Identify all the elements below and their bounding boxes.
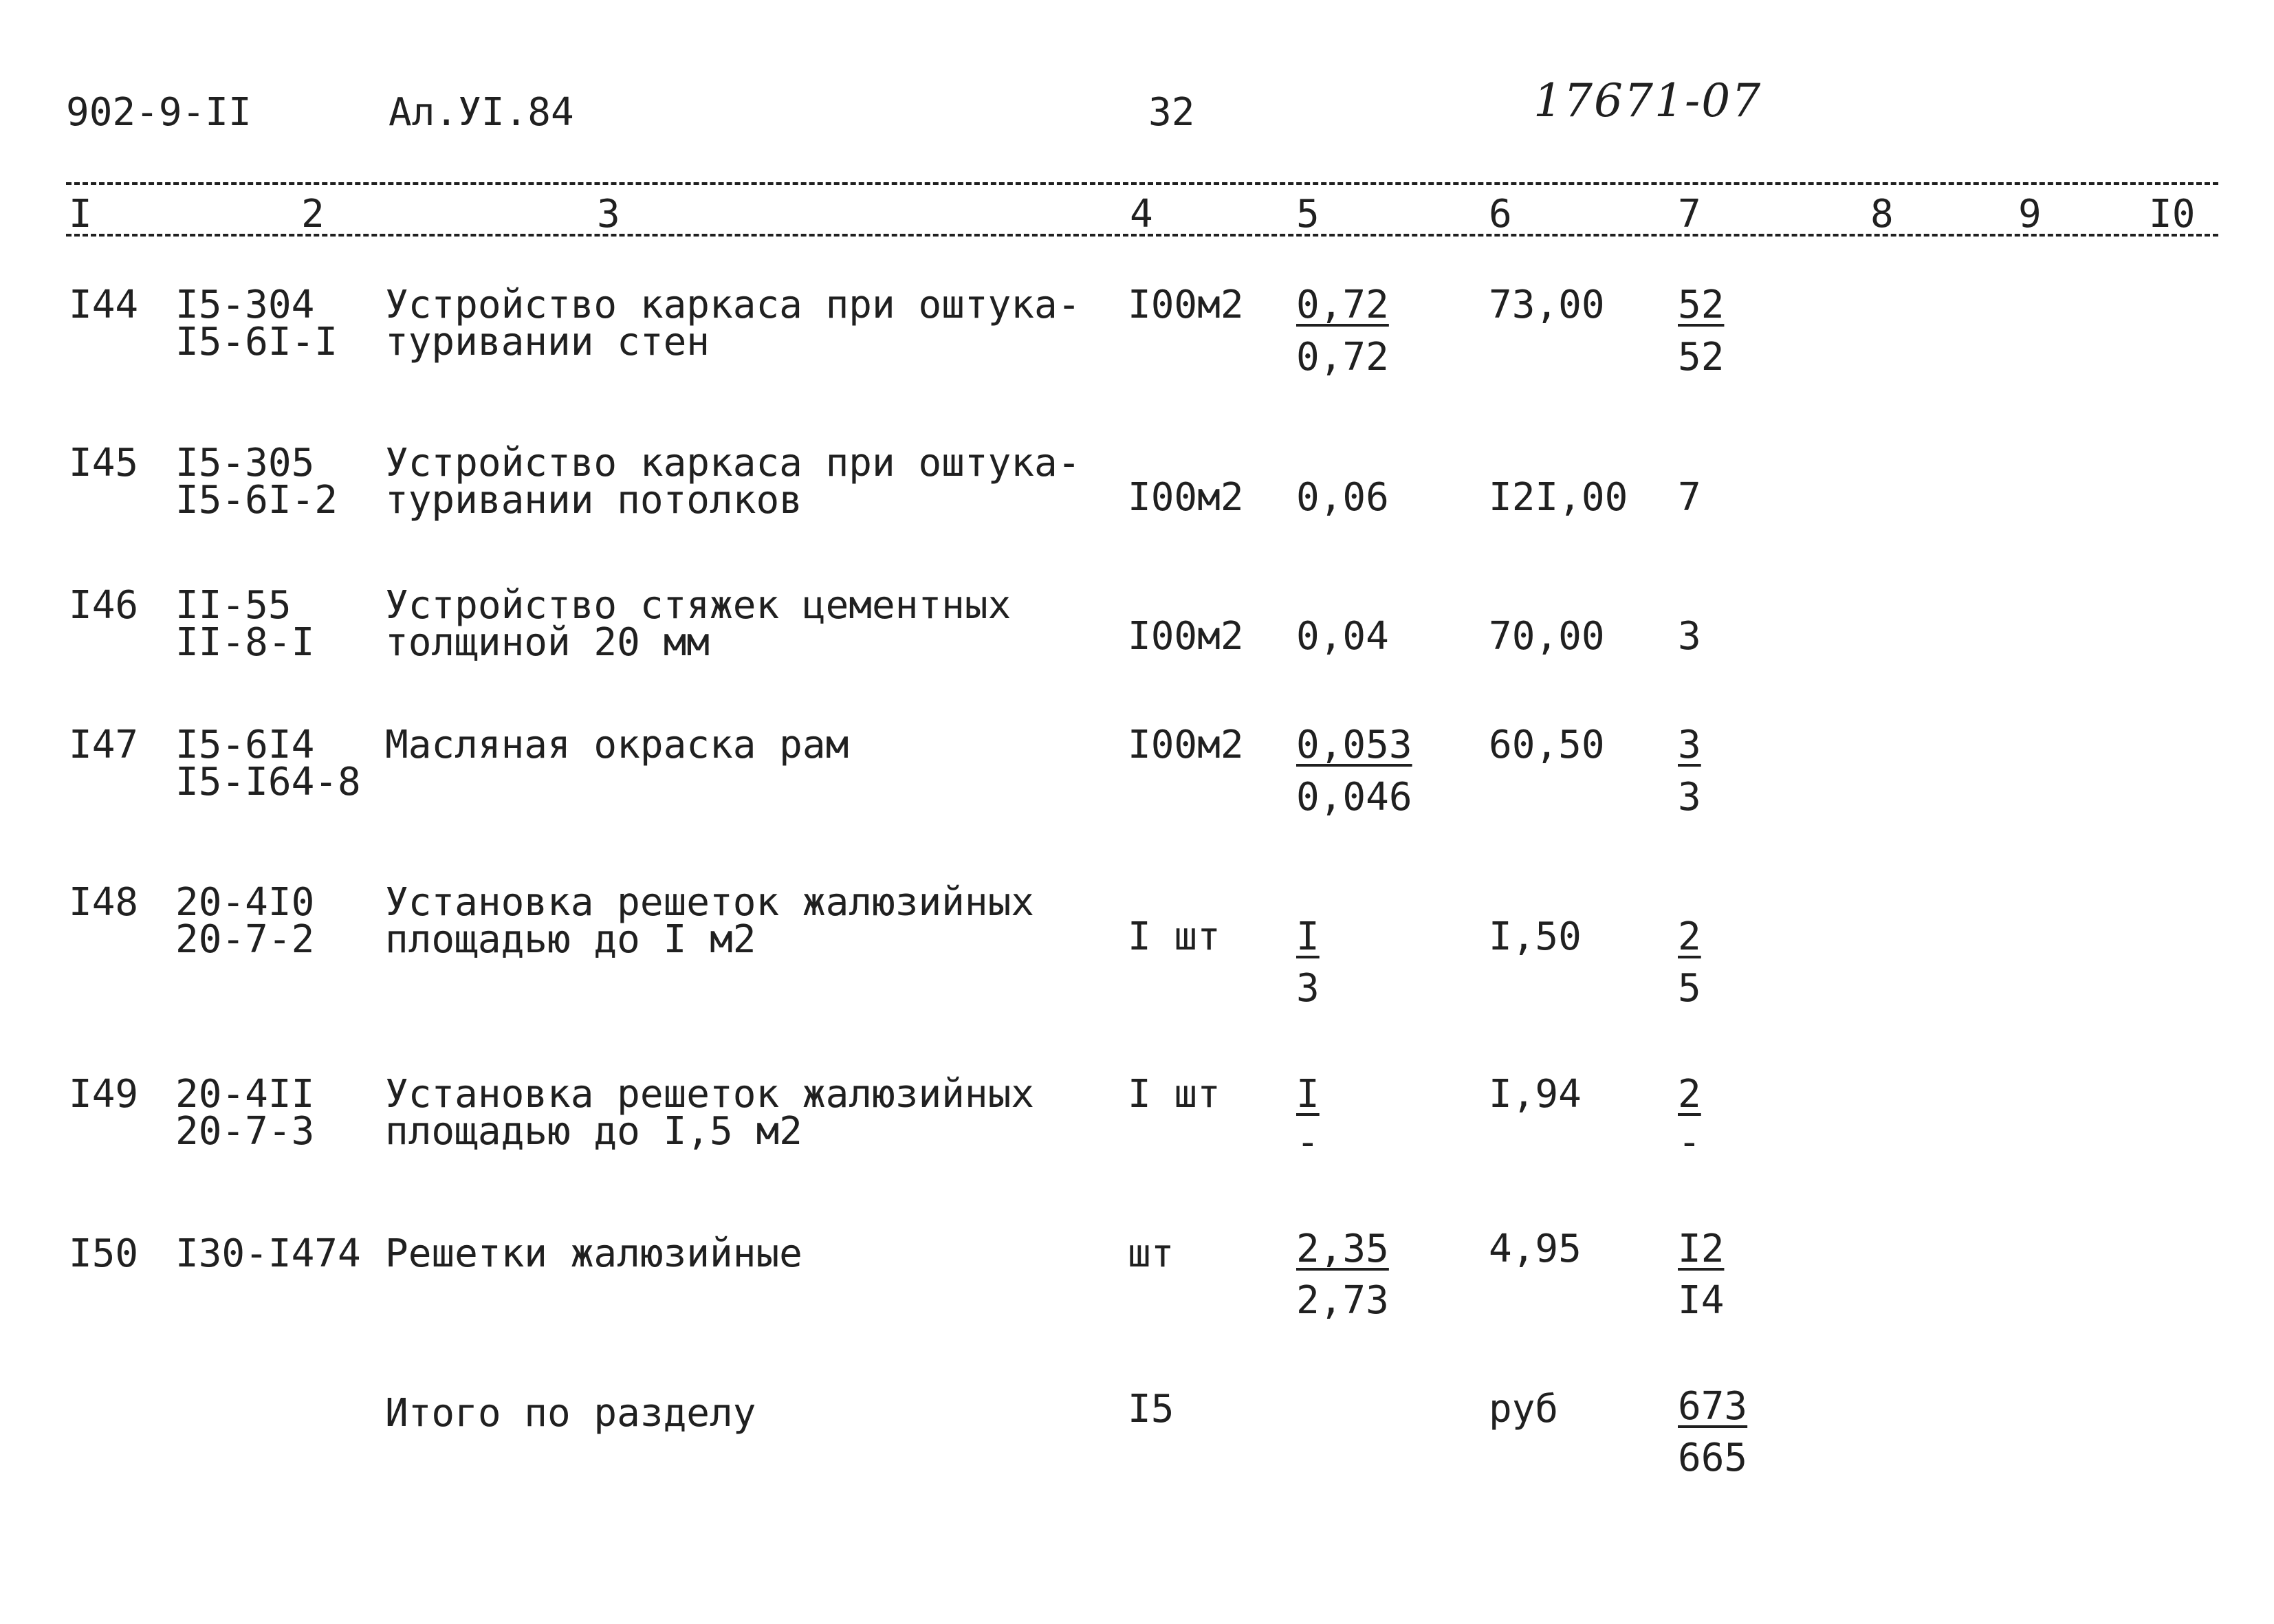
- row-code-secondary: I5-I64-8: [175, 760, 361, 804]
- col-header-2: 2: [301, 192, 325, 237]
- row-unit: I шт: [1128, 1072, 1221, 1117]
- album-code: Ал.УI.84: [389, 90, 574, 135]
- row-unit-price: 4,95: [1489, 1227, 1582, 1271]
- row-code-secondary: 20-7-3: [175, 1109, 315, 1154]
- row-quantity-top: 0,72: [1296, 283, 1389, 327]
- col-header-6: 6: [1489, 192, 1512, 237]
- row-quantity-top: 0,053: [1296, 723, 1412, 767]
- row-description-cont: площадью до I м2: [385, 917, 756, 962]
- header-rule-top: [66, 182, 2218, 185]
- row-description: Устройство стяжек цементных: [385, 583, 1012, 628]
- row-cost-bottom: 5: [1678, 966, 1701, 1011]
- row-unit: I00м2: [1128, 475, 1244, 520]
- row-unit-price: 73,00: [1489, 283, 1605, 327]
- row-number: I50: [69, 1231, 139, 1276]
- col-header-10: I0: [2149, 192, 2196, 237]
- row-description: Устройство каркаса при оштука-: [385, 283, 1081, 327]
- row-code: 20-4II: [175, 1072, 315, 1117]
- row-description-cont: толщиной 20 мм: [385, 620, 710, 665]
- col-header-9: 9: [2018, 192, 2042, 237]
- col-header-1: I: [69, 192, 92, 237]
- row-quantity: 0,06: [1296, 475, 1389, 520]
- row-quantity-top: I: [1296, 914, 1320, 959]
- row-cost: 3: [1678, 614, 1701, 659]
- row-description-cont: туривании стен: [385, 320, 710, 364]
- total-cost-top: 673: [1678, 1384, 1748, 1429]
- row-unit: I00м2: [1128, 283, 1244, 327]
- row-number: I47: [69, 723, 139, 767]
- row-unit-price: 70,00: [1489, 614, 1605, 659]
- row-code: 20-4I0: [175, 880, 315, 925]
- row-quantity: 0,04: [1296, 614, 1389, 659]
- row-unit-price: I,50: [1489, 914, 1582, 959]
- row-unit-price: I,94: [1489, 1072, 1582, 1117]
- row-unit: шт: [1128, 1231, 1174, 1276]
- row-code-secondary: 20-7-2: [175, 917, 315, 962]
- row-code-secondary: II-8-I: [175, 620, 315, 665]
- total-section-number: I5: [1128, 1387, 1174, 1431]
- row-code-secondary: I5-6I-I: [175, 320, 338, 364]
- row-code: I5-305: [175, 441, 315, 485]
- row-cost-bottom: I4: [1678, 1278, 1725, 1323]
- row-number: I49: [69, 1072, 139, 1117]
- row-cost-top: 2: [1678, 914, 1701, 959]
- row-number: I44: [69, 283, 139, 327]
- row-unit: I00м2: [1128, 723, 1244, 767]
- row-unit: I шт: [1128, 914, 1221, 959]
- row-description: Установка решеток жалюзийных: [385, 1072, 1035, 1117]
- page-number: 32: [1148, 90, 1195, 135]
- col-header-7: 7: [1678, 192, 1701, 237]
- row-quantity-bottom: 2,73: [1296, 1278, 1389, 1323]
- row-description: Установка решеток жалюзийных: [385, 880, 1035, 925]
- row-code: II-55: [175, 583, 292, 628]
- row-description: Масляная окраска рам: [385, 723, 849, 767]
- row-cost-top: 2: [1678, 1072, 1701, 1117]
- col-header-4: 4: [1130, 192, 1153, 237]
- col-header-5: 5: [1296, 192, 1320, 237]
- row-quantity-bottom: 3: [1296, 966, 1320, 1011]
- row-code: I30-I474: [175, 1231, 361, 1276]
- col-header-3: 3: [597, 192, 620, 237]
- row-unit-price: I2I,00: [1489, 475, 1628, 520]
- row-number: I45: [69, 441, 139, 485]
- row-cost-bottom: -: [1678, 1120, 1701, 1165]
- row-quantity-top: 2,35: [1296, 1227, 1389, 1271]
- row-quantity-bottom: 0,046: [1296, 775, 1412, 820]
- row-cost-top: 3: [1678, 723, 1701, 767]
- row-code-secondary: I5-6I-2: [175, 478, 338, 523]
- row-quantity-bottom: 0,72: [1296, 335, 1389, 380]
- row-cost-top: I2: [1678, 1227, 1725, 1271]
- total-label: Итого по разделу: [385, 1391, 756, 1436]
- row-description-cont: туривании потолков: [385, 478, 802, 523]
- total-cost-bottom: 665: [1678, 1436, 1748, 1480]
- row-description-cont: площадью до I,5 м2: [385, 1109, 802, 1154]
- row-quantity-top: I: [1296, 1072, 1320, 1117]
- project-code: 902-9-II: [66, 90, 252, 135]
- total-currency: руб: [1489, 1387, 1559, 1431]
- row-cost-top: 52: [1678, 283, 1725, 327]
- handwritten-stamp: 17671-07: [1533, 74, 1762, 127]
- row-code: I5-304: [175, 283, 315, 327]
- col-header-8: 8: [1870, 192, 1894, 237]
- row-cost-bottom: 52: [1678, 335, 1725, 380]
- row-description: Решетки жалюзийные: [385, 1231, 802, 1276]
- row-unit-price: 60,50: [1489, 723, 1605, 767]
- row-number: I48: [69, 880, 139, 925]
- row-number: I46: [69, 583, 139, 628]
- row-cost-bottom: 3: [1678, 775, 1701, 820]
- row-cost: 7: [1678, 475, 1701, 520]
- row-quantity-bottom: -: [1296, 1120, 1320, 1165]
- row-description: Устройство каркаса при оштука-: [385, 441, 1081, 485]
- row-code: I5-6I4: [175, 723, 315, 767]
- row-unit: I00м2: [1128, 614, 1244, 659]
